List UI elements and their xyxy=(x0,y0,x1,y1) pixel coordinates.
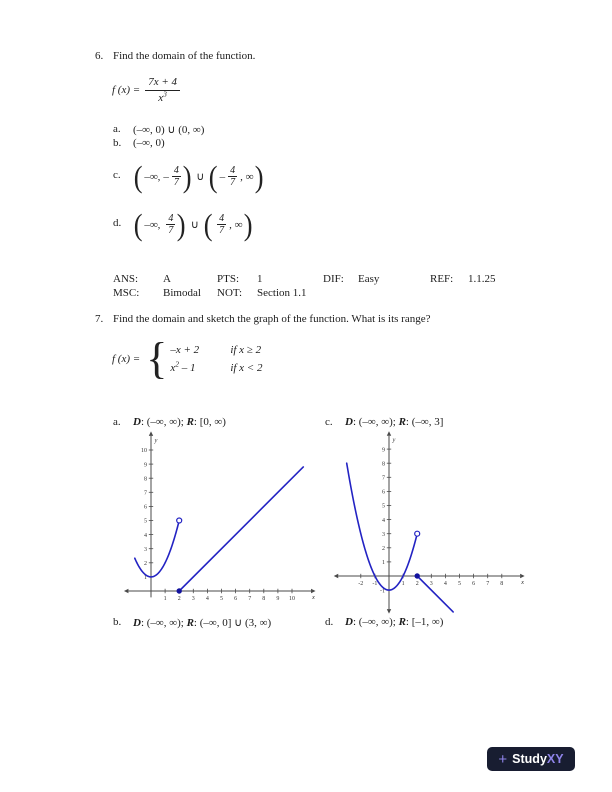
q7-formula-lhs: f (x) = xyxy=(112,352,141,365)
ref-value: 1.1.25 xyxy=(468,273,496,285)
pts-pair xyxy=(217,273,263,285)
q7-choice-b xyxy=(113,616,271,629)
range-interval: : [0, ∞) xyxy=(193,416,226,428)
piecewise-row xyxy=(170,344,262,356)
svg-text:4: 4 xyxy=(144,532,147,539)
piecewise-expr xyxy=(170,344,230,356)
q6-prompt: Find the domain of the function. xyxy=(113,50,256,62)
fraction xyxy=(172,165,181,188)
piecewise-row xyxy=(170,359,263,374)
expr-part: x xyxy=(170,361,176,374)
q6-choice-b xyxy=(113,137,165,149)
graph-option-c xyxy=(332,427,532,622)
fraction xyxy=(228,165,237,188)
q7-number: 7. xyxy=(95,313,104,325)
svg-text:4: 4 xyxy=(382,517,385,524)
svg-text:5: 5 xyxy=(382,503,385,510)
svg-text:1: 1 xyxy=(401,581,405,587)
svg-text:-2: -2 xyxy=(358,581,364,587)
svg-text:3: 3 xyxy=(144,546,147,553)
svg-text:10: 10 xyxy=(141,448,147,455)
svg-text:2: 2 xyxy=(382,546,385,552)
plus-icon: + xyxy=(498,750,508,768)
q6-formula-fraction xyxy=(145,76,180,104)
interval-1 xyxy=(144,213,175,236)
q7-prompt: Find the domain and sketch the graph of the function. What is its range? xyxy=(113,313,431,325)
range-interval: : (–∞, 3] xyxy=(405,416,444,428)
choice-text: (–∞, 0) ∪ (0, ∞) xyxy=(133,124,205,136)
svg-text:3: 3 xyxy=(429,581,433,587)
ref-pair xyxy=(430,273,496,285)
q6-formula-denominator xyxy=(158,88,167,105)
pts-label: PTS: xyxy=(217,273,240,285)
svg-text:9: 9 xyxy=(276,596,280,602)
exponent: 3 xyxy=(163,88,167,98)
ref-label: REF: xyxy=(430,273,454,285)
q6-choice-a xyxy=(113,123,204,136)
choice-label: d. xyxy=(325,616,334,628)
domain-interval: : (–∞, ∞); xyxy=(140,617,187,629)
denominator-base: x xyxy=(158,91,164,104)
not-pair xyxy=(217,287,307,299)
lparen: ( xyxy=(133,207,143,242)
choice-label: c. xyxy=(113,169,121,181)
choice-label: a. xyxy=(113,123,121,135)
svg-text:y: y xyxy=(154,436,158,444)
svg-text:9: 9 xyxy=(382,447,385,454)
svg-text:1: 1 xyxy=(163,596,167,602)
svg-text:3: 3 xyxy=(382,531,385,538)
choice-expression xyxy=(133,209,254,240)
fraction xyxy=(166,213,175,236)
svg-text:8: 8 xyxy=(144,476,147,483)
rparen: ) xyxy=(244,207,254,242)
svg-text:x: x xyxy=(521,579,525,586)
logo-text-study: Study xyxy=(512,752,547,766)
msc-value: Bimodal xyxy=(163,287,201,299)
lparen: ( xyxy=(133,159,143,194)
q7-choice-d xyxy=(325,616,443,628)
svg-text:8: 8 xyxy=(382,461,385,468)
svg-text:5: 5 xyxy=(144,518,147,525)
svg-text:7: 7 xyxy=(486,581,490,587)
q6-choice-d xyxy=(113,209,254,240)
svg-text:4: 4 xyxy=(205,596,209,602)
not-value: Section 1.1 xyxy=(257,287,307,299)
fraction xyxy=(217,213,226,236)
lparen: ( xyxy=(203,207,213,242)
svg-text:y: y xyxy=(392,436,396,444)
q6-formula-lhs: f (x) = xyxy=(112,84,141,97)
svg-text:9: 9 xyxy=(144,462,147,469)
fraction-denominator: 7 xyxy=(168,225,174,236)
piecewise-condition: if x < 2 xyxy=(230,361,263,374)
svg-text:7: 7 xyxy=(382,475,385,482)
domain-interval: : (–∞, ∞); xyxy=(140,416,187,428)
fraction-numerator: 4 xyxy=(219,213,225,224)
dif-label: DIF: xyxy=(323,273,344,285)
svg-text:2: 2 xyxy=(144,561,147,567)
svg-text:3: 3 xyxy=(191,596,195,602)
ans-value: A xyxy=(163,273,171,285)
graph-option-a xyxy=(118,427,318,622)
interval-1 xyxy=(144,165,181,188)
svg-text:6: 6 xyxy=(472,581,476,587)
interval-post: , ∞ xyxy=(229,218,243,231)
q6-question-line xyxy=(95,50,255,62)
svg-text:8: 8 xyxy=(500,581,504,587)
logo-text-xy: XY xyxy=(546,752,564,766)
svg-text:5: 5 xyxy=(220,596,223,602)
interval-post: , ∞ xyxy=(240,170,254,183)
union-symbol: ∪ xyxy=(196,171,205,183)
svg-text:6: 6 xyxy=(382,489,385,496)
range-symbol: R xyxy=(398,416,406,428)
choice-label: d. xyxy=(113,217,122,229)
choice-label: c. xyxy=(325,416,333,428)
domain-symbol: D xyxy=(345,416,353,428)
msc-pair xyxy=(113,287,201,299)
dif-value: Easy xyxy=(358,273,380,285)
rparen: ) xyxy=(182,159,192,194)
fraction-denominator: 7 xyxy=(173,177,179,188)
range-interval: : [–1, ∞) xyxy=(405,616,444,628)
domain-interval: : (–∞, ∞); xyxy=(352,416,399,428)
svg-text:7: 7 xyxy=(144,490,147,497)
fraction-sign: – xyxy=(219,170,226,183)
q6-formula xyxy=(112,76,180,104)
svg-text:7: 7 xyxy=(248,596,252,602)
svg-text:-1: -1 xyxy=(380,588,385,595)
fraction-denominator: 7 xyxy=(219,225,225,236)
domain-symbol: D xyxy=(345,616,353,628)
choice-expression xyxy=(133,161,265,192)
q6-formula-numerator: 7x + 4 xyxy=(145,76,180,91)
ans-pair xyxy=(113,273,171,285)
interval-pre: –∞, xyxy=(144,170,161,183)
domain-range-text xyxy=(345,616,443,628)
choice-label: b. xyxy=(113,137,122,149)
piecewise-rows xyxy=(170,344,262,374)
not-label: NOT: xyxy=(217,287,243,299)
q7-piecewise-formula xyxy=(112,334,263,383)
svg-text:x: x xyxy=(312,594,315,601)
piecewise-expr xyxy=(170,359,230,374)
pts-value: 1 xyxy=(257,273,263,285)
fraction-numerator: 4 xyxy=(173,165,179,176)
dif-pair xyxy=(323,273,379,285)
domain-interval: : (–∞, ∞); xyxy=(352,616,399,628)
domain-range-text xyxy=(133,616,271,629)
choice-text: (–∞, 0) xyxy=(133,137,165,149)
svg-text:5: 5 xyxy=(458,581,461,587)
range-symbol: R xyxy=(186,416,194,428)
fraction-numerator: 4 xyxy=(230,165,236,176)
interval-2 xyxy=(220,165,254,188)
svg-text:6: 6 xyxy=(144,504,147,511)
studyxy-logo xyxy=(487,747,575,771)
choice-label: a. xyxy=(113,416,121,428)
fraction-sign: – xyxy=(163,170,169,183)
range-interval: : (–∞, 0] ∪ (3, ∞) xyxy=(193,617,272,629)
msc-label: MSC: xyxy=(113,287,140,299)
fraction-denominator: 7 xyxy=(230,177,236,188)
svg-text:1: 1 xyxy=(144,575,147,582)
svg-text:2: 2 xyxy=(177,596,181,602)
rparen: ) xyxy=(255,159,265,194)
rparen: ) xyxy=(177,207,186,242)
svg-text:8: 8 xyxy=(262,596,266,602)
svg-text:4: 4 xyxy=(443,581,447,587)
lparen: ( xyxy=(209,159,218,194)
range-symbol: R xyxy=(186,617,194,629)
expr-part: –x + 2 xyxy=(170,343,200,356)
svg-text:-1: -1 xyxy=(372,581,378,587)
interval-2 xyxy=(214,213,242,236)
expr-part: – 1 xyxy=(178,361,196,374)
q7-question-line xyxy=(95,313,431,325)
piecewise-brace: { xyxy=(146,334,168,383)
domain-symbol: D xyxy=(133,617,141,629)
exponent: 2 xyxy=(175,359,179,369)
interval-pre: –∞, xyxy=(144,218,161,231)
svg-text:1: 1 xyxy=(382,560,385,567)
choice-label: b. xyxy=(113,616,122,628)
union-symbol: ∪ xyxy=(190,219,199,231)
svg-text:6: 6 xyxy=(234,596,238,602)
q6-number: 6. xyxy=(95,50,104,62)
fraction-numerator: 4 xyxy=(168,213,174,224)
domain-symbol: D xyxy=(133,416,141,428)
piecewise-condition: if x ≥ 2 xyxy=(230,343,262,356)
svg-text:2: 2 xyxy=(415,581,419,587)
ans-label: ANS: xyxy=(113,273,139,285)
svg-text:10: 10 xyxy=(289,596,295,602)
range-symbol: R xyxy=(398,616,406,628)
q6-choice-c xyxy=(113,161,265,192)
